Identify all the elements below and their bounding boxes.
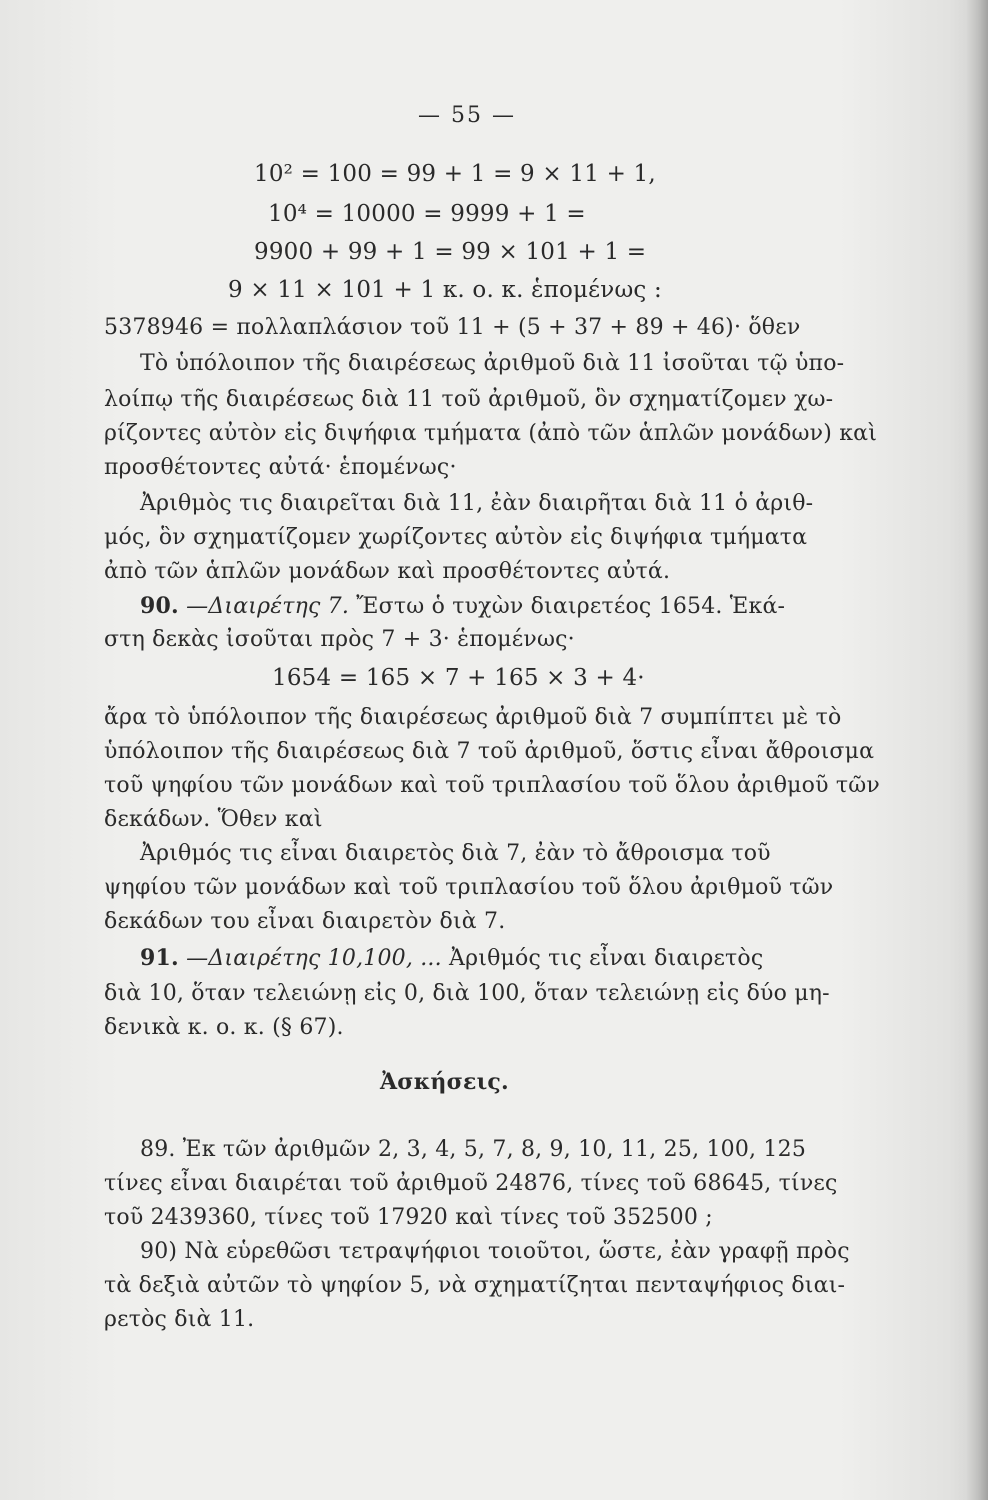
rule-line: Ἀριθμός τις εἶναι διαιρετὸς διὰ 7, ἐὰν τὸ ἄθροισμα τοῦ: [140, 841, 771, 866]
section-number: 91.: [140, 945, 179, 971]
text-line: δενικὰ κ. ο. κ. (§ 67).: [104, 1015, 344, 1040]
text-line: δεκάδων. Ὅθεν καὶ: [104, 807, 323, 832]
text-line: λοίπῳ τῆς διαιρέσεως διὰ 11 τοῦ ἀριθμοῦ, ὃν σχηματίζομεν χω-: [104, 387, 834, 412]
text-line: ρίζοντες αὐτὸν εἰς διψήφια τμήματα (ἀπὸ τῶν ἁπλῶν μονάδων) καὶ: [104, 421, 878, 446]
rule-line: δεκάδων του εἶναι διαιρετὸν διὰ 7.: [104, 909, 506, 934]
text-line: διὰ 10, ὅταν τελειώνῃ εἰς 0, διὰ 100, ὅταν τελειώνῃ εἰς δύο μη-: [104, 981, 830, 1006]
text-line: 5378946 = πολλαπλάσιον τοῦ 11 + (5 + 37 + 89 + 46)· ὅθεν: [104, 315, 801, 340]
section-91-header: [140, 944, 763, 973]
section-90-header: [140, 592, 785, 621]
rule-line: ψηφίου τῶν μονάδων καὶ τοῦ τριπλασίου τοῦ ὅλου ἀριθμοῦ τῶν: [104, 875, 834, 900]
exercise-line: τοῦ 2439360, τίνες τοῦ 17920 καὶ τίνες τοῦ 352500 ;: [104, 1205, 713, 1230]
equation-line: 10² = 100 = 99 + 1 = 9 × 11 + 1,: [254, 161, 656, 187]
text-line: Τὸ ὑπόλοιπον τῆς διαιρέσεως ἀριθμοῦ διὰ 11 ἰσοῦται τῷ ὑπο-: [140, 351, 845, 376]
exercise-line: 89. Ἐκ τῶν ἀριθμῶν 2, 3, 4, 5, 7, 8, 9, 10, 11, 25, 100, 125: [140, 1137, 807, 1162]
text-line: στη δεκὰς ἰσοῦται πρὸς 7 + 3· ἑπομένως·: [104, 627, 575, 652]
text-line: προσθέτοντες αὐτά· ἑπομένως·: [104, 455, 457, 480]
equation-line: 10⁴ = 10000 = 9999 + 1 =: [268, 201, 586, 227]
exercise-line: τὰ δεξιὰ αὐτῶν τὸ ψηφίον 5, νὰ σχηματίζηται πενταψήφιος διαι-: [104, 1273, 846, 1298]
exercises-heading: Ἀσκήσεις.: [380, 1069, 509, 1095]
text-line: τοῦ ψηφίου τῶν μονάδων καὶ τοῦ τριπλασίου τοῦ ὅλου ἀριθμοῦ τῶν: [104, 773, 880, 798]
exercise-line: 90) Νὰ εὑρεθῶσι τετραψήφιοι τοιοῦτοι, ὥστε, ἐὰν γραφῇ πρὸς: [140, 1239, 850, 1264]
section-title: —Διαιρέτης 7.: [186, 594, 350, 619]
equation-line: 1654 = 165 × 7 + 165 × 3 + 4·: [272, 665, 645, 691]
rule-line: μός, ὃν σχηματίζομεν χωρίζοντες αὐτὸν εἰς διψήφια τμήματα: [104, 525, 808, 550]
page-edge-shadow: [966, 0, 988, 1500]
rule-line: Ἀριθμὸς τις διαιρεῖται διὰ 11, ἐὰν διαιρῆται διὰ 11 ὁ ἀριθ-: [140, 491, 814, 516]
text-line: ὑπόλοιπον τῆς διαιρέσεως διὰ 7 τοῦ ἀριθμοῦ, ὅστις εἶναι ἄθροισμα: [104, 739, 875, 764]
section-number: 90.: [140, 593, 179, 619]
section-text: Ἀριθμός τις εἶναι διαιρετὸς: [449, 946, 764, 971]
section-title: —Διαιρέτης 10,100, ...: [186, 946, 442, 971]
rule-line: ἀπὸ τῶν ἁπλῶν μονάδων καὶ προσθέτοντες αὐτά.: [104, 559, 671, 584]
exercise-line: τίνες εἶναι διαιρέται τοῦ ἀριθμοῦ 24876, τίνες τοῦ 68645, τίνες: [104, 1171, 838, 1196]
text-line: ἄρα τὸ ὑπόλοιπον τῆς διαιρέσεως ἀριθμοῦ διὰ 7 συμπίπτει μὲ τὸ: [104, 705, 842, 730]
equation-line: 9 × 11 × 101 + 1 κ. ο. κ. ἑπομένως :: [228, 277, 662, 303]
exercise-line: ρετὸς διὰ 11.: [104, 1307, 255, 1332]
page-number: — 55 —: [418, 103, 516, 128]
section-text: Ἔστω ὁ τυχὼν διαιρετέος 1654. Ἑκά-: [356, 594, 786, 619]
equation-line: 9900 + 99 + 1 = 99 × 101 + 1 =: [254, 239, 647, 265]
